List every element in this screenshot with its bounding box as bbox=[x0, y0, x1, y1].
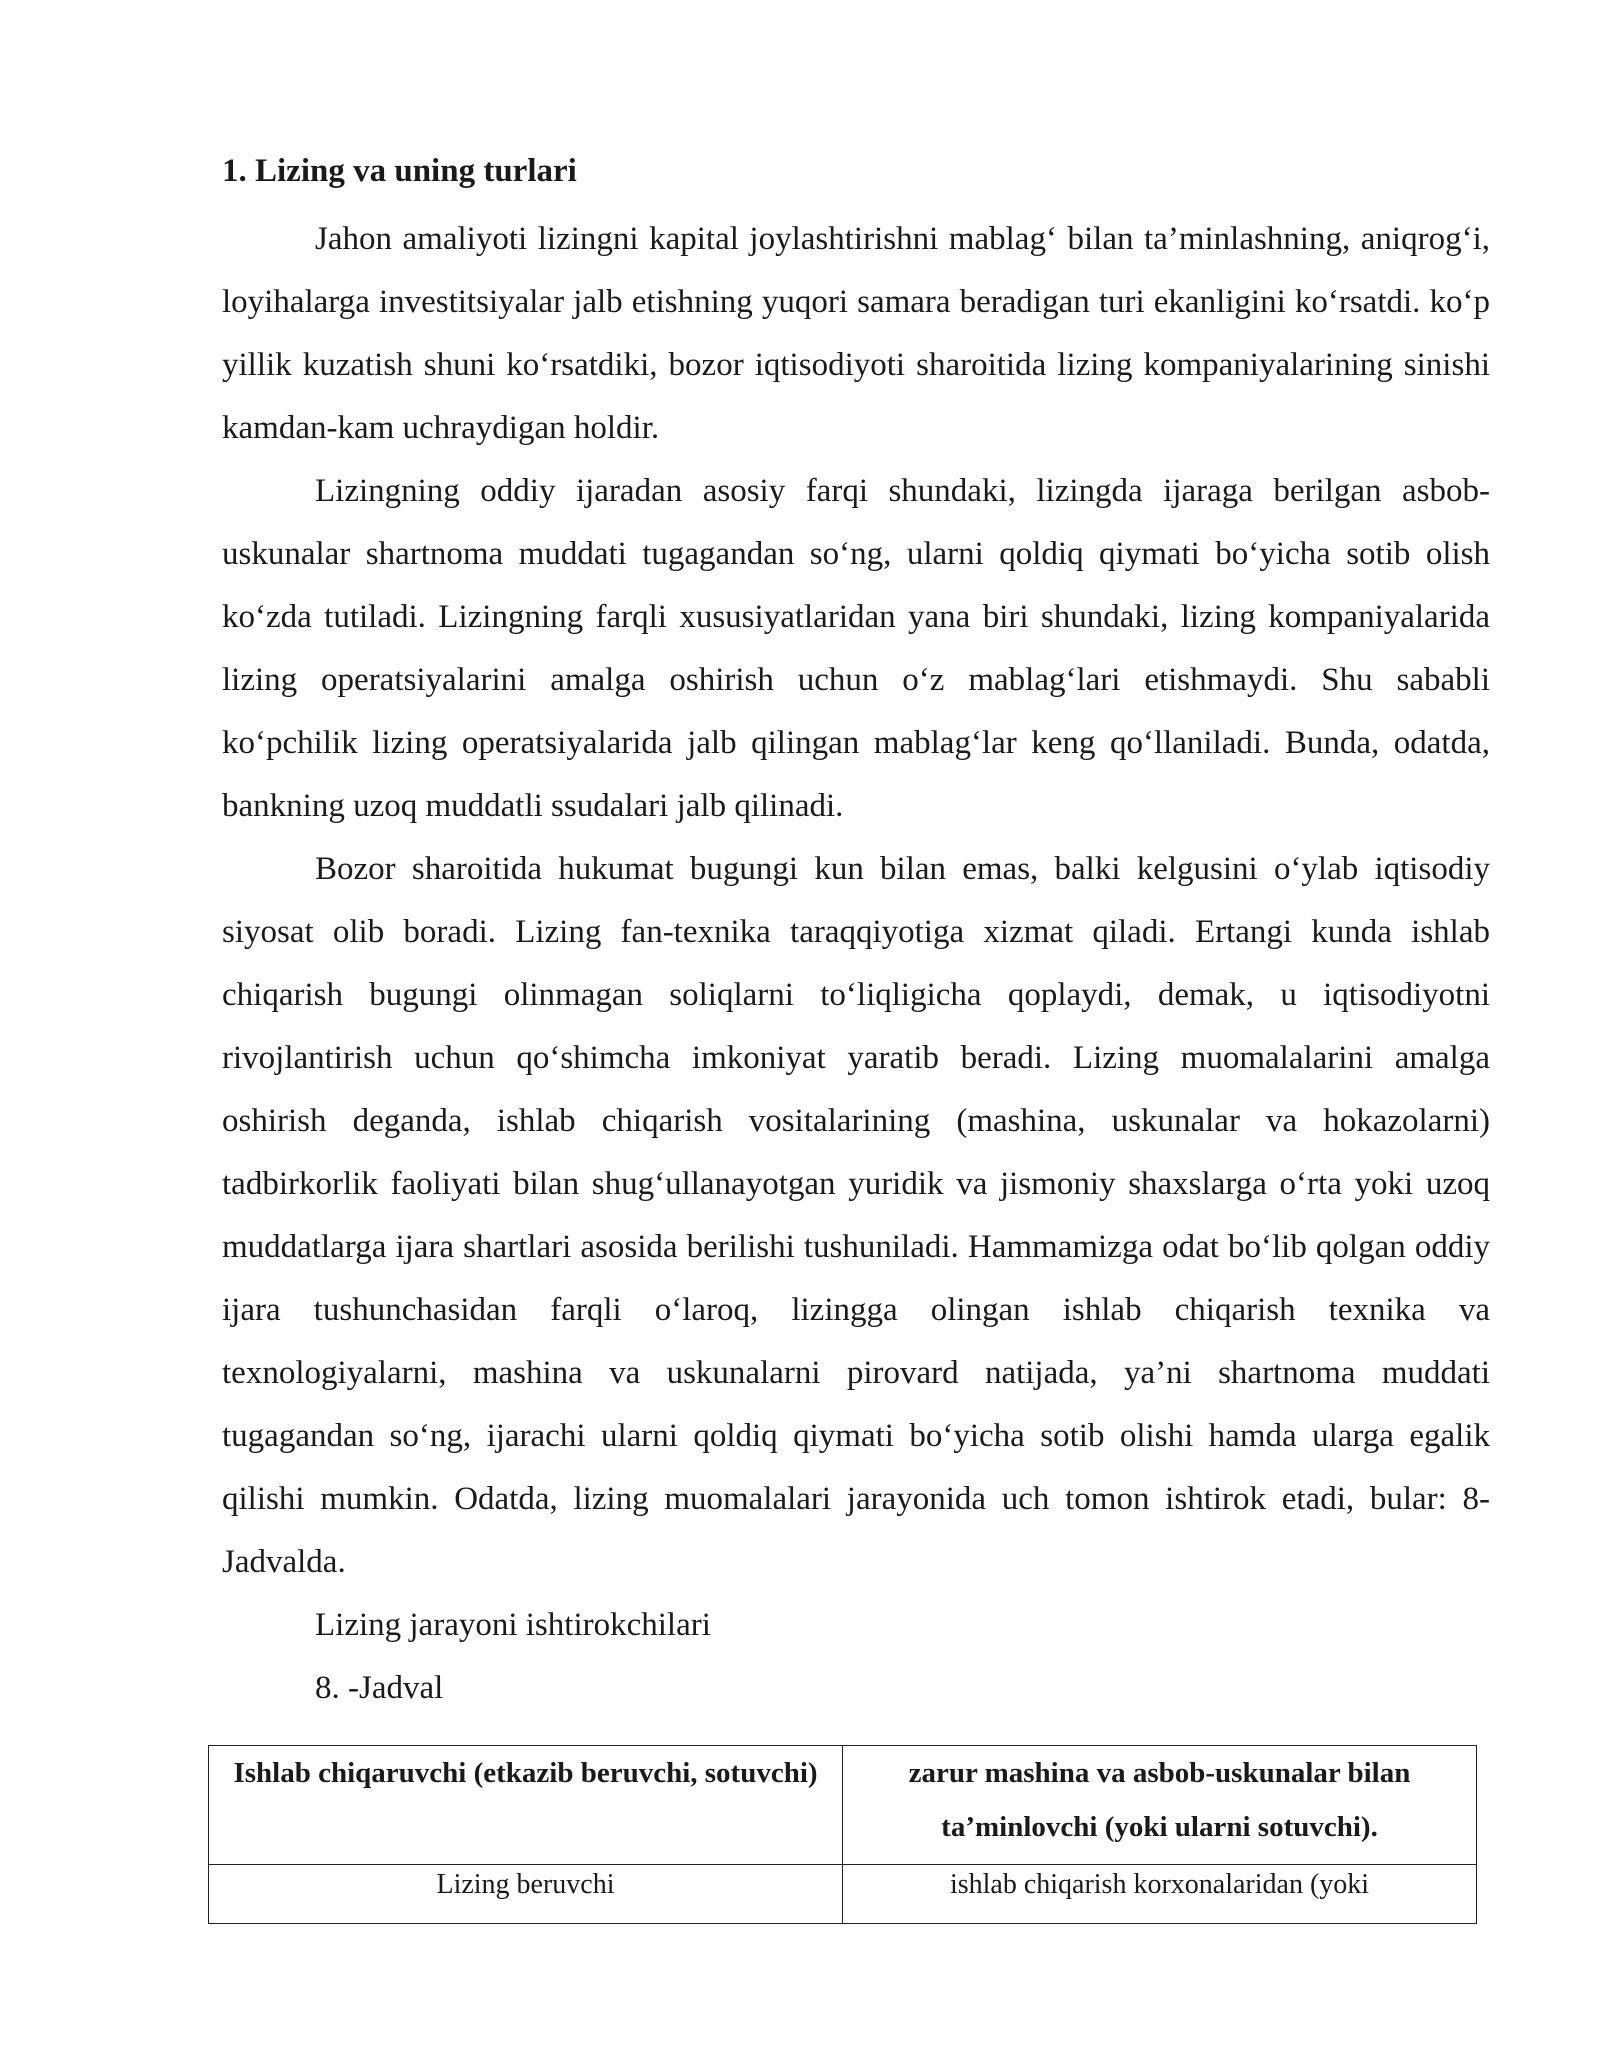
section-heading: 1. Lizing va uning turlari bbox=[222, 153, 577, 189]
document-page bbox=[222, 148, 1490, 1720]
table-row bbox=[209, 1865, 1477, 1924]
participants-table bbox=[208, 1745, 1477, 1924]
paragraph-3: Bozor sharoitida hukumat bugungi kun bilan emas, balki kelgusini o‘ylab iqtisodiy siyosat olib boradi. Lizing fan-texnika taraqqiyotiga xizmat qiladi. Ertangi kunda ishlab chiqarish bugungi olinmagan soliqlarni to‘liqligicha qoplaydi, demak, u iqtisodiyotni rivojlantirish uchun qo‘shimcha imkoniyat yaratib beradi. Lizing muomalalarini amalga oshirish deganda, ishlab chiqarish vositalarining (mashina, uskunalar va hokazolarni) tadbirkorlik faoliyati bilan shug‘ullanayotgan yuridik va jismoniy shaxslarga o‘rta yoki uzoq muddatlarga ijara shartlari asosida berilishi tushuniladi. Hammamizga odat bo‘lib qolgan oddiy ijara tushunchasidan farqli o‘laroq, lizingga olingan ishlab chiqarish texnika va texnologiyalarni, mashina va uskunalarni pirovard natijada, ya’ni shartnoma muddati tugagandan so‘ng, ijarachi ularni qoldiq qiymati bo‘yicha sotib olishi hamda ularga egalik qilishi mumkin. Odatda, lizing muomalalari jarayonida uch tomon ishtirok etadi, bular: 8-Jadvalda. bbox=[222, 851, 1490, 1580]
paragraph-2: Lizingning oddiy ijaradan asosiy farqi shundaki, lizingda ijaraga berilgan asbob-uskunalar shartnoma muddati tugagandan so‘ng, ularni qoldiq qiymati bo‘yicha sotib olish ko‘zda tutiladi. Lizingning farqli xususiyatlaridan yana biri shundaki, lizing kompaniyalarida lizing operatsiyalarini amalga oshirish uchun o‘z mablag‘lari etishmaydi. Shu sababli ko‘pchilik lizing operatsiyalarida jalb qilingan mablag‘lar keng qo‘llaniladi. Bunda, odatda, bankning uzoq muddatli ssudalari jalb qilinadi. bbox=[222, 473, 1490, 824]
table-caption: Lizing jarayoni ishtirokchilari bbox=[315, 1607, 711, 1643]
table-header-cell: zarur mashina va asbob-uskunalar bilan ta’minlovchi (yoki ularni sotuvchi). bbox=[843, 1746, 1477, 1865]
paragraph-1: Jahon amaliyoti lizingni kapital joylashtirishni mablag‘ bilan ta’minlashning, aniqrog‘i, loyihalarga investitsiyalar jalb etishning yuqori samara beradigan turi ekanligini ko‘rsatdi. ko‘p yillik kuzatish shuni ko‘rsatdiki, bozor iqtisodiyoti sharoitida lizing kompaniyalarining sinishi kamdan-kam uchraydigan holdir. bbox=[222, 221, 1490, 446]
table-cell: ishlab chiqarish korxonalaridan (yoki bbox=[843, 1865, 1477, 1924]
table-header-row bbox=[209, 1746, 1477, 1865]
table-header-cell: Ishlab chiqaruvchi (etkazib beruvchi, sotuvchi) bbox=[209, 1746, 843, 1865]
table-number: 8. -Jadval bbox=[315, 1670, 444, 1706]
table bbox=[208, 1745, 1477, 1924]
table-cell: Lizing beruvchi bbox=[209, 1865, 843, 1924]
